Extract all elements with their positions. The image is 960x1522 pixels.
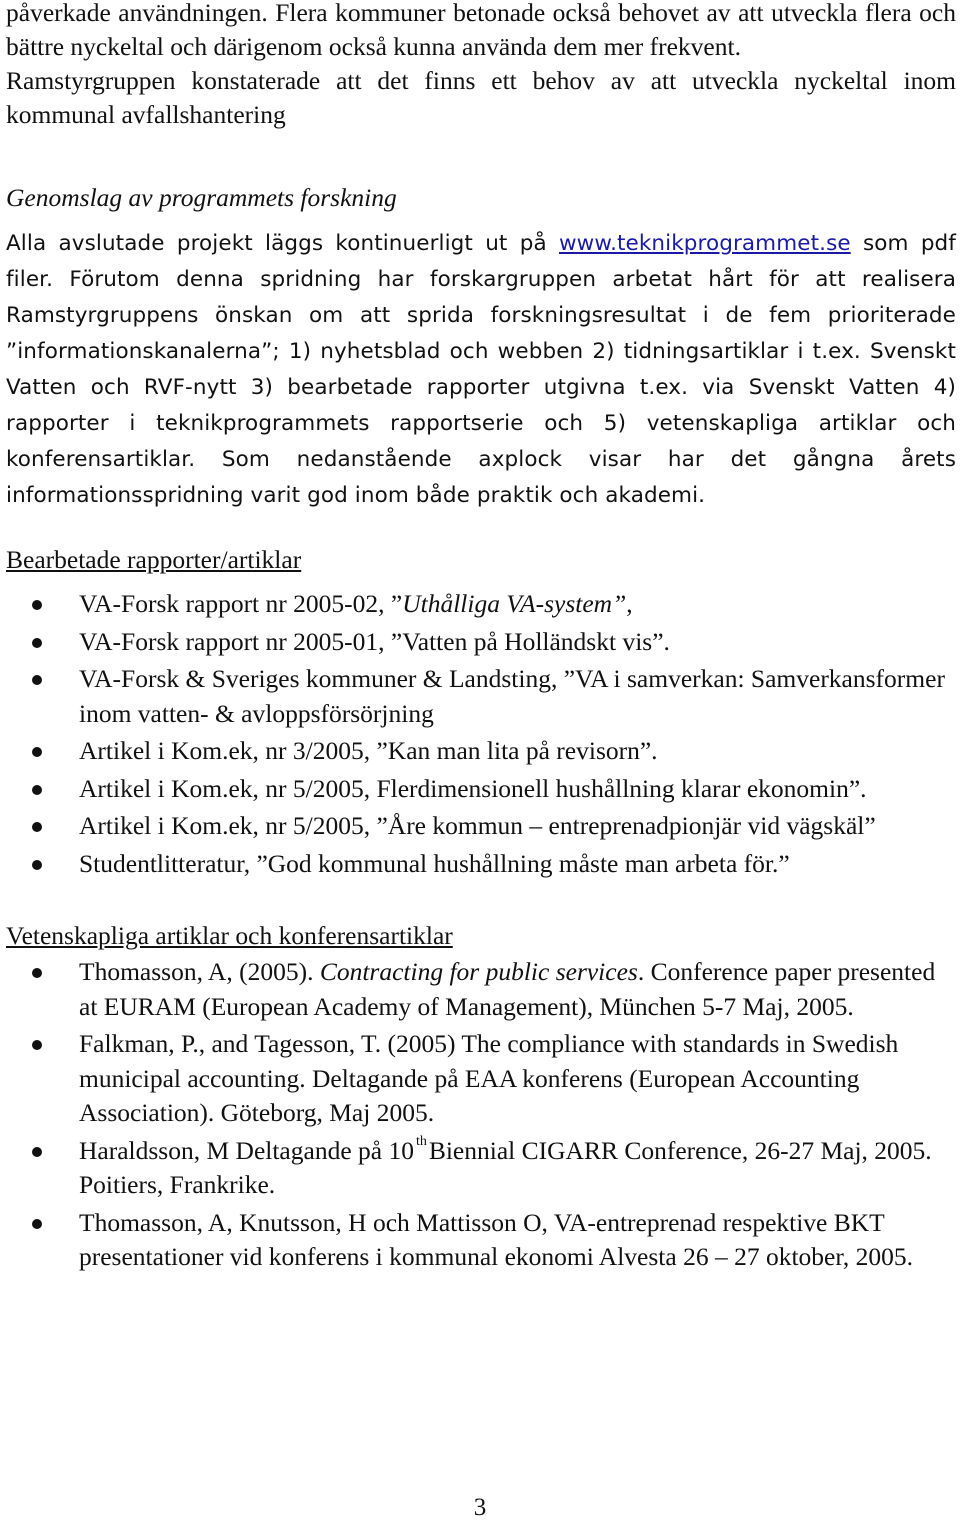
list-item: Artikel i Kom.ek, nr 5/2005, Flerdimensionell hushållning klarar ekonomin”. [6,772,956,807]
list-item: Artikel i Kom.ek, nr 3/2005, ”Kan man lita på revisorn”. [6,734,956,769]
section-heading-vetenskapliga: Vetenskapliga artiklar och konferensartiklar [6,921,453,950]
bullet-icon [32,747,42,757]
document-page [6,0,956,1278]
list-item: Thomasson, A, Knutsson, H och Mattisson O, VA-entreprenad respektive BKT presentationer vid konferens i kommunal ekonomi Alvesta 26 – 27 oktober, 2005. [6,1206,956,1275]
teknikprogrammet-link[interactable]: www.teknikprogrammet.se [558,231,851,256]
list-item: Artikel i Kom.ek, nr 5/2005, ”Åre kommun – entreprenadpionjär vid vägskäl” [6,809,956,844]
genomslag-lead: Alla avslutade projekt läggs kontinuerligt ut på [6,231,559,256]
bullet-icon [32,785,42,795]
bullet-icon [32,1147,42,1157]
list-item: Falkman, P., and Tagesson, T. (2005) The compliance with standards in Swedish municipal accounting. Deltagande på EAA konferens (European Accounting Association). Göteborg, Maj 2005. [6,1027,956,1131]
section-heading-genomslag: Genomslag av programmets forskning [6,183,397,212]
page-number: 3 [473,1494,487,1521]
list-item: Haraldsson, M Deltagande på 10 $^{th}$Biennial CIGARR Conference, 26-27 Maj, 2005. Poitiers, Frankrike. [6,1134,956,1203]
bullet-icon [32,600,42,610]
bullet-icon [32,675,42,685]
section-heading-rapporter: Bearbetade rapporter/artiklar [6,545,302,574]
ordinal-superscript: th [415,1134,427,1149]
list-item: VA-Forsk & Sveriges kommuner & Landsting, ”VA i samverkan: Samverkansformer inom vatten- & avloppsförsörjning [6,662,956,731]
list-item: Studentlitteratur, ”God kommunal hushållning måste man arbeta för.” [6,847,956,882]
intro-paragraph-1: påverkade användningen. Flera kommuner betonade också behovet av att utveckla flera och bättre nyckeltal och därigenom också kunna använda dem mer frekvent. [6,0,956,61]
bullet-icon [32,1219,42,1229]
bullet-icon [32,968,42,978]
list-item: VA-Forsk rapport nr 2005-02, ”Uthålliga VA-system”, [6,587,956,622]
intro-paragraph-2: Ramstyrgruppen konstaterade att det finns ett behov av att utveckla nyckeltal inom kommunal avfallshantering [6,66,956,129]
bullet-icon [32,822,42,832]
list-item: VA-Forsk rapport nr 2005-01, ”Vatten på Holländskt vis”. [6,625,956,660]
genomslag-after-link: som pdf filer. [6,231,956,292]
bullet-icon [32,638,42,648]
vetenskapliga-list [6,955,956,1275]
genomslag-body: Förutom denna spridning har forskargruppen arbetat hårt för att realisera Ramstyrgruppens önskan om att sprida forskningsresultat i de fem prioriterade ”informationskanalerna”; 1) nyhetsblad och webben 2) tidningsartiklar i t.ex. Svenskt Vatten och RVF-nytt 3) bearbetade rapporter utgivna t.ex. via Svenskt Vatten 4) rapporter i teknikprogrammets rapportserie och 5) vetenskapliga artiklar och konferensartiklar. Som nedanstående axplock visar har det gångna årets informationsspridning varit god inom både praktik och akademi. [6,267,956,508]
bullet-icon [32,860,42,870]
bullet-icon [32,1040,42,1050]
genomslag-paragraph [6,225,956,513]
list-item: Thomasson, A, (2005). Contracting for public services. Conference paper presented at EURAM (European Academy of Management), München 5-7 Maj, 2005. [6,955,956,1024]
rapporter-list [6,587,956,881]
